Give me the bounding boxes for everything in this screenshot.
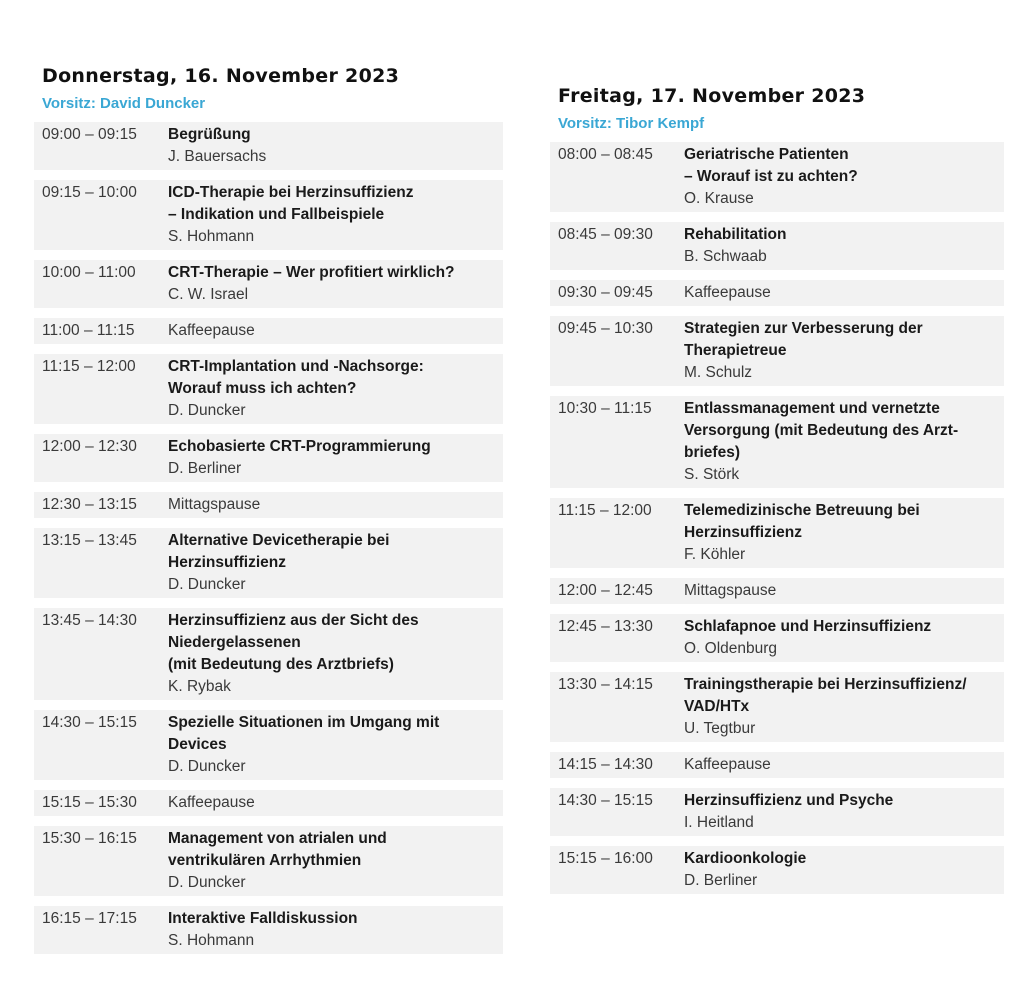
session-speaker: I. Heitland xyxy=(684,814,754,831)
session-speaker: D. Duncker xyxy=(168,576,246,593)
session-title: Interaktive Falldiskussion xyxy=(168,910,358,927)
session-title: Geriatrische Patienten – Worauf ist zu achten? xyxy=(684,146,858,185)
session-list xyxy=(550,142,1004,894)
session-row xyxy=(34,710,503,780)
chair-label: Vorsitz: David Duncker xyxy=(42,95,206,112)
session-speaker: D. Duncker xyxy=(168,758,246,775)
session-title: Herzinsuffizienz und Psyche xyxy=(684,792,894,809)
session-title: Kaffeepause xyxy=(684,756,771,773)
session-info xyxy=(684,754,1004,776)
session-speaker: S. Hohmann xyxy=(168,932,255,949)
session-title: CRT-Therapie – Wer profitiert wirklich? xyxy=(168,264,455,281)
session-info xyxy=(168,712,503,778)
session-info xyxy=(168,792,503,814)
session-time: 09:45 – 10:30 xyxy=(558,320,653,337)
session-info xyxy=(684,282,1004,304)
session-info xyxy=(684,500,1004,566)
session-row xyxy=(34,492,503,518)
session-speaker: S. Hohmann xyxy=(168,228,255,245)
session-time: 11:00 – 11:15 xyxy=(42,322,135,339)
session-info xyxy=(684,318,1004,384)
session-row xyxy=(550,614,1004,662)
session-info xyxy=(684,848,1004,892)
session-time: 12:45 – 13:30 xyxy=(558,618,653,635)
session-row xyxy=(550,142,1004,212)
session-title: Begrüßung xyxy=(168,126,251,143)
session-row xyxy=(34,260,503,308)
session-row xyxy=(550,280,1004,306)
session-time: 08:00 – 08:45 xyxy=(558,146,653,163)
session-info xyxy=(684,790,1004,834)
session-title: Trainingstherapie bei Herzinsuffizienz/ VAD/HTx xyxy=(684,676,967,715)
session-info xyxy=(684,674,1004,740)
session-time: 12:00 – 12:30 xyxy=(42,438,137,455)
session-title: ICD-Therapie bei Herzinsuffizienz – Indikation und Fallbeispiele xyxy=(168,184,414,223)
session-info xyxy=(168,356,503,422)
session-row xyxy=(550,316,1004,386)
session-row xyxy=(550,672,1004,742)
session-title: CRT-Implantation und -Nachsorge: Worauf muss ich achten? xyxy=(168,358,424,397)
session-title: Entlassmanagement und vernetzte Versorgung (mit Bedeutung des Arzt- briefes) xyxy=(684,400,959,461)
session-row xyxy=(34,790,503,816)
session-time: 16:15 – 17:15 xyxy=(42,910,137,927)
session-row xyxy=(34,122,503,170)
session-speaker: O. Krause xyxy=(684,190,754,207)
session-speaker: S. Störk xyxy=(684,466,740,483)
session-info xyxy=(168,182,503,248)
session-speaker: K. Rybak xyxy=(168,678,231,695)
session-time: 10:30 – 11:15 xyxy=(558,400,652,417)
session-row xyxy=(34,180,503,250)
session-speaker: D. Berliner xyxy=(684,872,758,889)
session-time: 10:00 – 11:00 xyxy=(42,264,136,281)
session-speaker: B. Schwaab xyxy=(684,248,767,265)
session-title: Kaffeepause xyxy=(168,794,255,811)
session-speaker: D. Duncker xyxy=(168,402,246,419)
session-title: Herzinsuffizienz aus der Sicht des Niedergelassenen (mit Bedeutung des Arztbriefs) xyxy=(168,612,419,673)
day-title: Freitag, 17. November 2023 xyxy=(558,85,866,107)
session-time: 12:30 – 13:15 xyxy=(42,496,137,513)
session-time: 15:15 – 16:00 xyxy=(558,850,653,867)
session-info xyxy=(168,908,503,952)
session-time: 09:15 – 10:00 xyxy=(42,184,137,201)
session-info xyxy=(168,610,503,698)
session-row xyxy=(550,788,1004,836)
session-time: 08:45 – 09:30 xyxy=(558,226,653,243)
session-speaker: J. Bauersachs xyxy=(168,148,267,165)
session-info xyxy=(168,320,503,342)
session-row xyxy=(550,752,1004,778)
session-title: Kaffeepause xyxy=(684,284,771,301)
session-info xyxy=(168,494,503,516)
session-time: 13:45 – 14:30 xyxy=(42,612,137,629)
session-speaker: C. W. Israel xyxy=(168,286,249,303)
session-row xyxy=(34,826,503,896)
session-title: Mittagspause xyxy=(684,582,777,599)
session-info xyxy=(168,530,503,596)
session-title: Schlafapnoe und Herzinsuffizienz xyxy=(684,618,932,635)
chair-label: Vorsitz: Tibor Kempf xyxy=(558,115,705,132)
session-time: 12:00 – 12:45 xyxy=(558,582,653,599)
day-column-friday xyxy=(550,82,1004,904)
session-info xyxy=(168,124,503,168)
session-row xyxy=(34,608,503,700)
session-row xyxy=(550,498,1004,568)
session-time: 11:15 – 12:00 xyxy=(42,358,136,375)
session-time: 14:15 – 14:30 xyxy=(558,756,653,773)
session-speaker: U. Tegtbur xyxy=(684,720,756,737)
day-column-thursday xyxy=(34,62,503,964)
session-time: 13:30 – 14:15 xyxy=(558,676,653,693)
session-time: 09:00 – 09:15 xyxy=(42,126,137,143)
session-info xyxy=(168,262,503,306)
session-list xyxy=(34,122,503,954)
session-row xyxy=(550,396,1004,488)
session-title: Kaffeepause xyxy=(168,322,255,339)
session-speaker: O. Oldenburg xyxy=(684,640,778,657)
session-info xyxy=(684,224,1004,268)
session-row xyxy=(34,318,503,344)
session-time: 11:15 – 12:00 xyxy=(558,502,652,519)
session-title: Alternative Devicetherapie bei Herzinsuffizienz xyxy=(168,532,390,571)
session-time: 15:15 – 15:30 xyxy=(42,794,137,811)
session-title: Mittagspause xyxy=(168,496,261,513)
session-title: Rehabilitation xyxy=(684,226,787,243)
session-row xyxy=(550,222,1004,270)
session-time: 13:15 – 13:45 xyxy=(42,532,137,549)
session-row xyxy=(34,906,503,954)
session-title: Echobasierte CRT-Programmierung xyxy=(168,438,431,455)
session-title: Strategien zur Verbesserung der Therapietreue xyxy=(684,320,923,359)
session-time: 09:30 – 09:45 xyxy=(558,284,653,301)
session-info xyxy=(684,144,1004,210)
session-speaker: D. Berliner xyxy=(168,460,242,477)
session-title: Management von atrialen und ventrikulären Arrhythmien xyxy=(168,830,387,869)
session-speaker: F. Köhler xyxy=(684,546,746,563)
session-row xyxy=(550,846,1004,894)
session-title: Kardioonkologie xyxy=(684,850,807,867)
session-row xyxy=(34,354,503,424)
session-row xyxy=(34,434,503,482)
session-info xyxy=(684,580,1004,602)
session-info xyxy=(168,436,503,480)
session-speaker: D. Duncker xyxy=(168,874,246,891)
session-time: 15:30 – 16:15 xyxy=(42,830,137,847)
session-title: Spezielle Situationen im Umgang mit Devices xyxy=(168,714,440,753)
session-info xyxy=(684,616,1004,660)
session-speaker: M. Schulz xyxy=(684,364,753,381)
session-row xyxy=(550,578,1004,604)
session-info xyxy=(684,398,1004,486)
session-time: 14:30 – 15:15 xyxy=(42,714,137,731)
session-row xyxy=(34,528,503,598)
day-title: Donnerstag, 16. November 2023 xyxy=(42,65,400,87)
session-title: Telemedizinische Betreuung bei Herzinsuffizienz xyxy=(684,502,920,541)
session-info xyxy=(168,828,503,894)
session-time: 14:30 – 15:15 xyxy=(558,792,653,809)
